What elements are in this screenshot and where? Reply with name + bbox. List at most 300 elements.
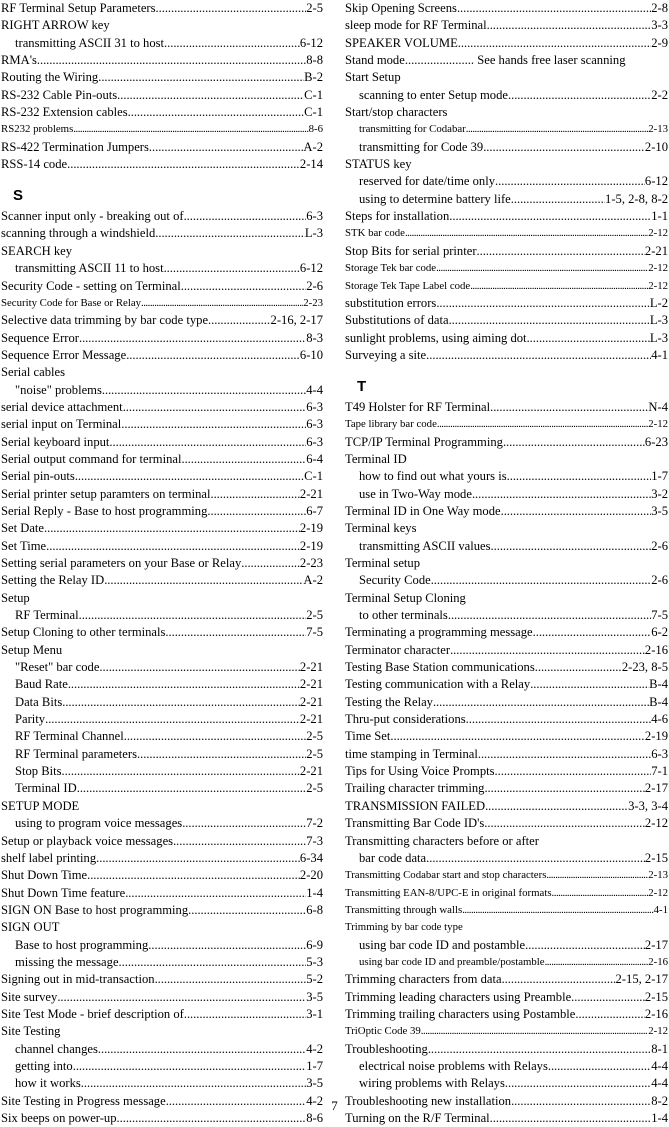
entry-term: bar code data [359,850,427,865]
index-entry [1,399,323,416]
entry-term: Six beeps on power-up [1,1111,117,1125]
entry-page-ref: 8-6 [308,123,323,136]
entry-term: Terminal ID [345,451,407,466]
dot-leader [458,35,651,52]
entry-page-ref: 6-12 [299,261,323,276]
entry-term: Setup Cloning to other terminals [1,625,166,640]
dot-leader [124,728,306,745]
index-subentry [1,728,323,745]
index-entry [1,364,323,381]
entry-term: sunlight problems, using aiming dot [345,330,527,345]
index-subentry [1,954,323,971]
index-entry [345,1023,668,1040]
dot-leader [149,139,304,156]
index-entry [345,295,668,312]
index-subentry [345,486,668,503]
dot-leader [62,694,300,711]
entry-term: Terminal keys [345,521,417,536]
index-subentry [345,937,668,954]
entry-page-ref: 6-12 [644,174,668,189]
entry-term: Testing the Relay [345,694,433,709]
entry-term: Storage Tek bar code [345,262,437,275]
index-entry [345,902,668,919]
index-entry [1,225,323,242]
entry-term: Setup [1,590,30,605]
entry-term: Data Bits [15,694,63,709]
entry-page-ref: L-3 [649,330,668,345]
index-entry [345,1041,668,1058]
index-entry [1,278,323,295]
entry-page-ref: 6-4 [306,451,323,466]
index-entry [345,1006,668,1023]
dot-leader [552,885,649,902]
index-subentry [1,746,323,763]
dot-leader [533,624,652,641]
index-entry [345,624,668,641]
entry-page-ref: 6-7 [306,503,323,518]
index-subentry [1,35,323,52]
dot-leader [46,538,300,555]
entry-page-ref: 4-1 [651,347,668,362]
entry-term: Turning on the R/F Terminal [345,1111,490,1125]
index-entry [1,850,323,867]
entry-term: Trimming trailing characters using Postamble [345,1006,576,1021]
entry-term: RS-232 Extension cables [1,105,128,120]
index-entry [345,243,668,260]
dot-leader [436,295,650,312]
entry-term: "noise" problems [15,382,102,397]
entry-page-ref: 6-3 [306,209,323,224]
entry-term: Signing out in mid-transaction [1,972,155,987]
entry-page-ref: 6-3 [306,434,323,449]
dot-leader [102,382,306,399]
dot-leader [428,1041,651,1058]
entry-term: TriOptic Code 39 [345,1025,421,1038]
dot-leader [182,815,306,832]
index-entry [345,104,668,121]
entry-term: Site Testing [1,1024,61,1039]
entry-page-ref: 1-4 [651,1111,668,1125]
index-subentry [345,191,668,208]
entry-term: SIGN ON Base to host programming [1,902,189,917]
dot-leader [483,139,645,156]
index-subentry [1,1058,323,1075]
index-subentry [1,659,323,676]
entry-term: sleep mode for RF Terminal [345,18,487,33]
dot-leader [421,1023,648,1040]
entry-term: reserved for date/time only [359,174,496,189]
entry-term: Stop Bits for serial printer [345,243,477,258]
entry-page-ref: 6-9 [306,937,323,952]
dot-leader [126,347,300,364]
entry-term: scanning to enter Setup mode [359,87,508,102]
index-subentry [345,538,668,555]
dot-leader [75,468,304,485]
entry-term: Trailing character trimming [345,781,485,796]
entry-page-ref: 6-10 [299,347,323,362]
entry-term: electrical noise problems with Relays [359,1058,548,1073]
dot-leader [117,87,304,104]
index-entry [345,225,668,242]
index-entry [345,971,668,988]
index-entry [1,330,323,347]
index-entry [345,659,668,676]
entry-page-ref: B-2 [304,70,323,85]
entry-term: Setting serial parameters on your Base or Relay [1,556,242,570]
entry-term: T49 Holster for RF Terminal [345,399,491,414]
dot-leader [121,416,306,433]
index-subentry [345,572,668,589]
entry-page-ref: 6-8 [306,902,323,917]
index-entry [345,399,668,416]
dot-leader [155,971,307,988]
entry-page-ref: 2-15 [644,989,668,1004]
index-subentry [1,382,323,399]
dot-leader [45,711,300,728]
entry-page-ref: 2-5 [306,781,323,796]
index-entry [1,295,323,312]
entry-page-ref: 2-8 [651,1,668,15]
dot-leader [62,763,300,780]
entry-page-ref: 3-5 [651,503,668,518]
dot-leader [546,867,648,884]
dot-leader [188,902,306,919]
entry-page-ref: B-4 [649,694,668,709]
index-entry [1,503,323,520]
entry-page-ref: 6-3 [306,399,323,414]
entry-page-ref: 2-19 [299,538,323,553]
index-subentry [345,850,668,867]
entry-page-ref: 4-2 [306,1041,323,1056]
entry-term: transmitting ASCII values [359,538,491,553]
dot-leader [67,156,300,173]
index-entry [345,0,668,17]
page-number: 7 [331,1098,338,1113]
entry-page-ref: 2-5 [306,1,323,15]
entry-page-ref: 7-5 [651,608,668,623]
entry-term: Serial output command for terminal [1,451,182,466]
dot-leader [125,885,306,902]
entry-term: Security Code - setting on Terminal [1,278,181,293]
entry-term: transmitting ASCII 11 to host [15,261,164,276]
entry-term: Troubleshooting [345,1041,428,1056]
dot-leader [98,1041,306,1058]
entry-page-ref: 1-1 [651,209,668,224]
index-subentry [345,954,668,971]
dot-leader [210,486,299,503]
entry-term: how to find out what yours is [359,469,507,484]
entry-page-ref: 7-3 [306,833,323,848]
entry-page-ref: 2-19 [644,729,668,744]
dot-leader [575,1006,645,1023]
entry-page-ref: 2-21 [299,677,323,692]
entry-page-ref: 2-21 [299,712,323,727]
entry-term: Routing the Wiring [1,70,99,85]
index-entry [345,156,668,173]
dot-leader [426,347,651,364]
entry-term: Surveying a site [345,347,427,362]
entry-page-ref: 2-10 [644,139,668,154]
entry-term: Tape library bar code [345,418,437,431]
entry-page-ref: 2-17 [644,937,668,952]
entry-term: transmitting for Codabar [359,123,466,136]
dot-leader [241,555,300,572]
dot-leader [501,503,652,520]
entry-page-ref: 1-4 [306,885,323,900]
dot-leader [472,486,651,503]
entry-term: Thru-put considerations [345,712,466,727]
entry-term: Shut Down Time feature [1,885,126,900]
index-entry [1,642,323,659]
entry-term: Stand mode...................... See hands free laser scanning [345,53,626,68]
dot-leader [466,121,648,138]
index-entry [1,416,323,433]
dot-leader [527,330,650,347]
entry-page-ref: 6-23 [644,434,668,449]
index-entry [345,330,668,347]
entry-term: Serial printer setup paramters on terminal [1,486,211,501]
entry-page-ref: 2-6 [306,278,323,293]
entry-term: transmitting ASCII 31 to host [15,35,165,50]
entry-term: Set Date [1,521,45,536]
index-subentry [1,815,323,832]
dot-leader [173,833,306,850]
entry-term: Terminal ID [15,781,77,796]
entry-page-ref: 8-1 [651,1041,668,1056]
dot-leader [137,746,306,763]
index-entry [345,989,668,1006]
dot-leader [511,191,605,208]
entry-page-ref: 2-12 [644,816,668,831]
index-entry [1,312,323,329]
index-subentry [1,763,323,780]
index-entry [1,434,323,451]
dot-leader [478,746,651,763]
dot-leader [448,607,651,624]
index-subentry [1,607,323,624]
entry-term: Serial Reply - Base to host programming [1,503,208,518]
entry-page-ref: 2-17 [644,781,668,796]
index-entry [1,555,323,572]
index-entry [1,208,323,225]
entry-term: Testing Base Station communications [345,660,535,675]
dot-leader [545,954,649,971]
entry-term: serial input on Terminal [1,417,122,432]
index-subentry [1,1075,323,1092]
entry-term: Setting the Relay ID [1,573,105,588]
index-entry [1,87,323,104]
index-entry [1,520,323,537]
entry-term: Serial keyboard input [1,434,110,449]
entry-term: TRANSMISSION FAILED [345,798,486,813]
entry-page-ref: N-4 [648,399,668,414]
entry-page-ref: 8-2 [651,1093,668,1108]
dot-leader [207,503,306,520]
entry-term: "Reset" bar code [15,660,100,675]
entry-page-ref: 2-12 [648,279,668,292]
dot-leader [426,850,645,867]
entry-page-ref: 2-16, 2-17 [270,313,323,328]
index-subentry [1,1041,323,1058]
index-entry [345,798,668,815]
dot-leader [37,52,306,69]
entry-term: Troubleshooting new installation [345,1093,512,1108]
entry-page-ref: A-2 [303,139,323,154]
dot-leader [449,312,650,329]
entry-page-ref: 2-23 [303,296,323,309]
dot-leader [156,0,307,17]
entry-page-ref: 2-19 [299,521,323,536]
dot-leader [491,538,652,555]
dot-leader [470,278,648,295]
index-entry [345,815,668,832]
entry-page-ref: 2-2 [651,87,668,102]
dot-leader [535,659,622,676]
index-entry [345,312,668,329]
entry-term: using to program voice messages [15,816,183,831]
entry-term: Trimming by bar code type [345,921,463,934]
dot-leader [81,1075,306,1092]
dot-leader [450,642,645,659]
dot-leader [431,572,652,589]
entry-page-ref: 2-5 [306,746,323,761]
index-entry [1,0,323,17]
dot-leader [98,69,304,86]
entry-term: using to determine battery life [359,191,511,206]
dot-leader [73,1058,306,1075]
entry-term: Sequence Error Message [1,347,127,362]
index-entry [345,676,668,693]
dot-leader [477,243,645,260]
entry-page-ref: 2-6 [651,573,668,588]
index-entry [1,121,323,138]
entry-term: Testing communication with a Relay [345,677,531,692]
entry-term: Baud Rate [15,677,68,692]
entry-term: Skip Opening Screens [345,1,457,15]
index-entry [1,52,323,69]
entry-term: Transmitting Codabar start and stop characters [345,869,547,882]
index-entry [345,347,668,364]
dot-leader [484,815,645,832]
entry-term: Trimming characters from data [345,972,502,987]
entry-term: Terminator character [345,642,451,657]
entry-page-ref: L-2 [649,295,668,310]
index-entry [345,746,668,763]
entry-term: RF Terminal [15,608,79,623]
dot-leader [390,728,645,745]
entry-term: RS-232 Cable Pin-outs [1,87,118,102]
dot-leader [73,121,308,138]
entry-term: Start Setup [345,70,401,85]
entry-term: Transmitting through walls [345,903,463,916]
index-entry [345,260,668,277]
entry-term: Terminal Setup Cloning [345,590,466,605]
index-entry [1,1023,323,1040]
entry-page-ref: 2-16 [648,955,668,968]
dot-leader [457,0,651,17]
index-entry [1,17,323,34]
entry-term: channel changes [15,1041,98,1056]
entry-page-ref: 3-5 [306,1076,323,1091]
entry-page-ref: 2-13 [648,869,668,882]
entry-term: SIGN OUT [1,920,60,935]
dot-leader [495,173,645,190]
dot-leader [181,451,306,468]
dot-leader [437,416,648,433]
index-entry [345,17,668,34]
entry-page-ref: 8-3 [306,330,323,345]
entry-page-ref: 2-13 [648,123,668,136]
index-subentry [1,694,323,711]
index-subentry [345,1058,668,1075]
dot-leader [184,208,307,225]
dot-leader [433,694,649,711]
index-entry [345,642,668,659]
index-entry [1,885,323,902]
dot-leader [449,208,651,225]
entry-term: missing the message [15,954,119,969]
entry-page-ref: 4-4 [306,382,323,397]
entry-term: wiring problems with Relays [359,1076,505,1091]
entry-page-ref: 7-1 [651,764,668,779]
entry-page-ref: 2-23 [299,556,323,570]
entry-term: Tips for Using Voice Prompts [345,764,495,779]
entry-page-ref: 2-21 [644,243,668,258]
dot-leader [164,260,300,277]
entry-term: Sequence Error [1,330,79,345]
entry-term: Terminating a programming message [345,625,533,640]
entry-page-ref: 4-4 [651,1076,668,1091]
entry-term: Substitutions of data [345,313,449,328]
index-entry [1,468,323,485]
index-entry [345,590,668,607]
entry-term: Shut Down Time [1,868,88,883]
entry-page-ref: 8-6 [306,1111,323,1125]
dot-leader [164,35,300,52]
entry-term: Steps for installation [345,209,450,224]
dot-leader [119,954,307,971]
entry-term: Security Code for Base or Relay [1,296,142,309]
entry-term: STK bar code [345,227,405,240]
dot-leader [99,659,299,676]
entry-term: serial device attachment [1,399,123,414]
entry-term: Set Time [1,538,47,553]
entry-page-ref: 2-16 [644,642,668,657]
entry-page-ref: 3-3 [651,18,668,33]
dot-leader [503,434,645,451]
entry-page-ref: 6-3 [306,417,323,432]
index-subentry [1,937,323,954]
entry-term: scanning through a windshield [1,226,156,241]
dot-leader [507,468,652,485]
entry-page-ref: 2-12 [648,886,668,899]
entry-page-ref: L-3 [304,226,323,241]
index-entry [345,503,668,520]
entry-term: RMA's [1,53,37,68]
section-letter: S [13,187,24,205]
entry-page-ref: 2-6 [651,538,668,553]
entry-term: how it works [15,1076,81,1091]
entry-page-ref: 2-15, 2-17 [615,972,668,987]
entry-page-ref: 2-12 [648,418,668,431]
index-subentry [345,121,668,138]
index-entry [345,451,668,468]
entry-page-ref: B-4 [649,677,668,692]
entry-page-ref: 1-7 [306,1058,323,1073]
index-subentry [1,780,323,797]
index-entry [345,867,668,884]
dot-leader [87,867,300,884]
